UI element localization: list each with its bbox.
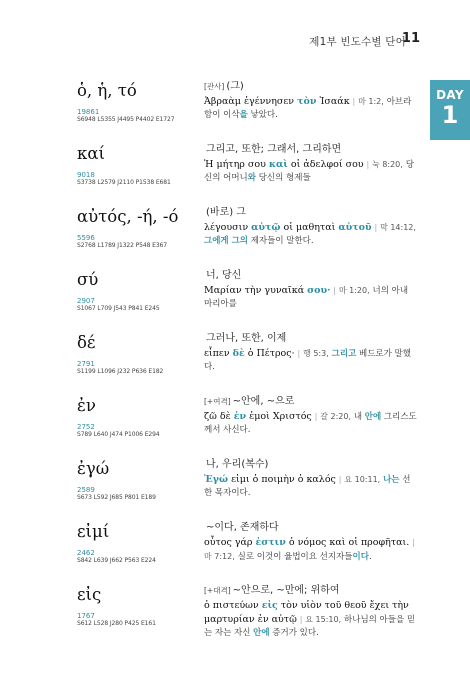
- example-korean-highlight: 그리고: [331, 349, 357, 359]
- example-korean-highlight: 와: [247, 173, 256, 183]
- frequency-count: 2752: [77, 423, 95, 431]
- entry-body: [204, 395, 417, 458]
- meaning-text: (그): [226, 81, 244, 92]
- scripture-reference: 요 10:11,: [344, 475, 381, 484]
- meaning-text: ~안에, ~으로: [232, 396, 295, 407]
- vocab-entry: [77, 332, 417, 395]
- scripture-reference: 막 14:12,: [380, 223, 416, 232]
- example-korean: 당신의 어머니: [204, 160, 414, 183]
- frequency-breakdown: S2768 L1789 J1322 P548 E367: [77, 242, 167, 249]
- frequency-count: 2462: [77, 549, 95, 557]
- entry-head: [77, 80, 204, 143]
- example-korean-highlight: 을: [239, 110, 248, 120]
- example-korean: 그리스도께서 사신다.: [204, 412, 417, 435]
- scripture-reference: 행 5:3,: [303, 349, 329, 358]
- greek-lemma: ἐν: [77, 396, 96, 415]
- meaning-text: 너, 당신: [206, 270, 242, 281]
- entry-head: [77, 269, 204, 332]
- scripture-reference: 갈 2:20,: [320, 412, 351, 421]
- page-number: 11: [401, 31, 420, 46]
- meaning-line: [204, 332, 417, 346]
- example-greek: εἶπεν: [204, 348, 233, 359]
- example-greek-highlight: τὸν: [297, 96, 317, 107]
- example-greek-highlight: αὐτῷ: [251, 222, 281, 233]
- separator-bar: |: [297, 349, 301, 358]
- meaning-text: 그러나, 또한, 이제: [206, 333, 287, 344]
- entry-head: [77, 458, 204, 521]
- day-tab: [430, 80, 470, 140]
- entry-body: [204, 584, 417, 647]
- frequency-breakdown: S612 L528 J280 P425 E161: [77, 620, 156, 627]
- meaning-line: [204, 521, 417, 535]
- meaning-line: [204, 269, 417, 283]
- example-korean: 선한 목자이다.: [204, 475, 411, 498]
- entry-head: [77, 332, 204, 395]
- part-of-speech: [+여격]: [204, 397, 231, 406]
- entry-body: [204, 143, 417, 206]
- example-greek: οἱ μαθηταὶ: [280, 222, 339, 233]
- example-korean: 내: [353, 412, 365, 422]
- frequency-count: 2791: [77, 360, 95, 368]
- entry-body: [204, 521, 417, 584]
- frequency-breakdown: S673 L592 J685 P801 E189: [77, 494, 156, 501]
- example-sentence: [204, 599, 417, 640]
- separator-bar: |: [299, 615, 303, 624]
- part-of-speech: [+대격]: [204, 586, 231, 595]
- frequency-breakdown: S789 L640 J474 P1006 E294: [77, 431, 160, 438]
- entry-body: [204, 332, 417, 395]
- example-greek-highlight: εἰς: [261, 600, 278, 611]
- example-sentence: [204, 158, 417, 185]
- separator-bar: |: [333, 286, 336, 295]
- example-korean: 증거가 있다.: [269, 628, 319, 638]
- example-sentence: [204, 95, 417, 122]
- separator-bar: |: [314, 412, 318, 421]
- example-korean-highlight: 안에: [253, 628, 270, 638]
- vocab-entry: [77, 584, 417, 647]
- example-greek: Ἀβραὰμ ἐγέννησεν: [204, 96, 298, 107]
- example-sentence: [204, 536, 417, 564]
- greek-lemma: αὐτός, -ή, -ό: [77, 207, 179, 226]
- meaning-text: 나, 우리(복수): [206, 459, 269, 470]
- greek-lemma: καί: [77, 144, 105, 163]
- example-greek: οὗτος γάρ: [204, 537, 256, 548]
- frequency-count: 19861: [77, 108, 100, 116]
- meaning-line: [204, 80, 417, 94]
- frequency-count: 2589: [77, 486, 95, 494]
- meaning-line: [204, 143, 417, 157]
- meaning-text: ~안으로, ~만에; 위하여: [232, 585, 340, 596]
- example-greek-highlight: ἐστιν: [255, 537, 286, 548]
- frequency-count: 9018: [77, 171, 95, 179]
- example-sentence: [204, 473, 417, 500]
- example-greek: εἰμι ὁ ποιμὴν ὁ καλός: [228, 474, 336, 485]
- greek-lemma: σύ: [77, 270, 99, 289]
- entry-body: [204, 206, 417, 269]
- meaning-text: ~이다, 존재하다: [206, 522, 279, 533]
- vocab-entry: [77, 269, 417, 332]
- meaning-line: [204, 458, 417, 472]
- example-greek-highlight: αὐτοῦ: [338, 222, 372, 233]
- example-greek-highlight: σου·: [307, 285, 331, 296]
- example-korean: 베드로가 말했다.: [204, 349, 411, 372]
- entry-head: [77, 584, 204, 647]
- meaning-line: [204, 206, 417, 220]
- example-korean-highlight: 나는: [383, 475, 400, 485]
- frequency-breakdown: S1199 L1096 J232 P636 E182: [77, 368, 164, 375]
- example-korean: 아브라함이 이삭: [204, 97, 412, 120]
- vocab-entry: [77, 206, 417, 269]
- example-greek: ἐμοὶ Χριστός: [246, 411, 312, 422]
- frequency-breakdown: S1067 L709 J543 P841 E245: [77, 305, 160, 312]
- greek-lemma: εἰμί: [77, 522, 110, 541]
- example-sentence: [204, 284, 417, 311]
- frequency-breakdown: S3738 L2579 J2110 P1538 E681: [77, 179, 171, 186]
- example-korean: 낳았다.: [247, 110, 278, 120]
- example-korean: 제자들이 말한다.: [248, 236, 314, 246]
- frequency-count: 1767: [77, 612, 95, 620]
- example-greek-highlight: δὲ: [232, 348, 245, 359]
- example-sentence: [204, 221, 417, 248]
- separator-bar: |: [352, 97, 356, 106]
- meaning-text: (바로) 그: [206, 207, 246, 218]
- entry-head: [77, 206, 204, 269]
- frequency-count: 5596: [77, 234, 95, 242]
- example-greek: ὁ νόμος καὶ οἱ προφῆται.: [285, 537, 410, 548]
- vocabulary-list: [77, 80, 417, 647]
- frequency-count: 2907: [77, 297, 95, 305]
- scripture-reference: 마 1:2,: [358, 97, 384, 106]
- separator-bar: |: [366, 160, 370, 169]
- greek-lemma: ἐγώ: [77, 459, 110, 478]
- example-greek: ὁ Πέτρος·: [244, 348, 295, 359]
- example-korean: .: [368, 552, 372, 562]
- example-korean-highlight: 이다: [352, 552, 369, 562]
- example-greek: ζῶ δὲ: [204, 411, 234, 422]
- example-greek: Ἡ μήτηρ σου: [204, 159, 269, 170]
- example-korean: 하나님의 아들을 믿는 자는 자신: [204, 615, 416, 638]
- vocab-entry: [77, 143, 417, 206]
- example-korean: 당신의 형제들: [255, 173, 311, 183]
- scripture-reference: 눅 8:20,: [372, 160, 403, 169]
- separator-bar: |: [412, 538, 415, 547]
- example-sentence: [204, 410, 417, 437]
- day-tab-number: 1: [441, 101, 459, 129]
- meaning-text: 그리고, 또한; 그래서, 그리하면: [206, 144, 342, 155]
- scripture-reference: 요 15:10,: [305, 615, 342, 624]
- example-greek: ὁ πιστεύων: [204, 600, 262, 611]
- frequency-breakdown: S6948 L5355 J4495 P4402 E1727: [77, 116, 175, 123]
- entry-head: [77, 143, 204, 206]
- entry-body: [204, 269, 417, 332]
- vocab-entry: [77, 521, 417, 584]
- example-korean-highlight: 안에: [364, 412, 382, 422]
- vocab-entry: [77, 395, 417, 458]
- entry-head: [77, 521, 204, 584]
- example-greek: τὸν υἱὸν τοῦ θεοῦ ἔχει τὴν μαρτυρίαν ἐν αὐτῷ: [204, 600, 409, 625]
- separator-bar: |: [374, 223, 378, 232]
- example-greek-highlight: Ἐγώ: [204, 474, 229, 485]
- example-greek: οἱ ἀδελφοί σου: [287, 159, 364, 170]
- scripture-reference: 마 1:20,: [338, 286, 370, 295]
- vocab-entry: [77, 80, 417, 143]
- greek-lemma: εἰς: [77, 585, 102, 604]
- example-greek-highlight: ἐν: [233, 411, 247, 422]
- example-korean: 너의 아내 마리아를: [204, 286, 409, 309]
- running-header: 제1부 빈도수별 단어: [309, 36, 406, 48]
- example-greek: λέγουσιν: [204, 222, 252, 233]
- entry-body: [204, 458, 417, 521]
- entry-body: [204, 80, 417, 143]
- frequency-breakdown: S842 L639 J662 P563 E224: [77, 557, 156, 564]
- vocab-entry: [77, 458, 417, 521]
- part-of-speech: [관사]: [204, 82, 225, 91]
- example-sentence: [204, 347, 417, 374]
- example-korean: 실로 이것이 율법이요 선지자들: [237, 552, 353, 562]
- separator-bar: |: [338, 475, 342, 484]
- meaning-line: [204, 584, 417, 598]
- entry-head: [77, 395, 204, 458]
- greek-lemma: ὁ, ἡ, τό: [77, 81, 137, 100]
- day-tab-label: DAY: [436, 88, 464, 102]
- example-korean-highlight: 그에게 그의: [204, 236, 249, 246]
- example-greek: Ἰσαάκ: [316, 96, 350, 107]
- greek-lemma: δέ: [77, 333, 96, 352]
- example-greek: Μαρίαν τὴν γυναῖκά: [204, 285, 308, 296]
- scripture-reference: 마 7:12,: [204, 552, 235, 561]
- example-greek-highlight: καὶ: [268, 159, 288, 170]
- meaning-line: [204, 395, 417, 409]
